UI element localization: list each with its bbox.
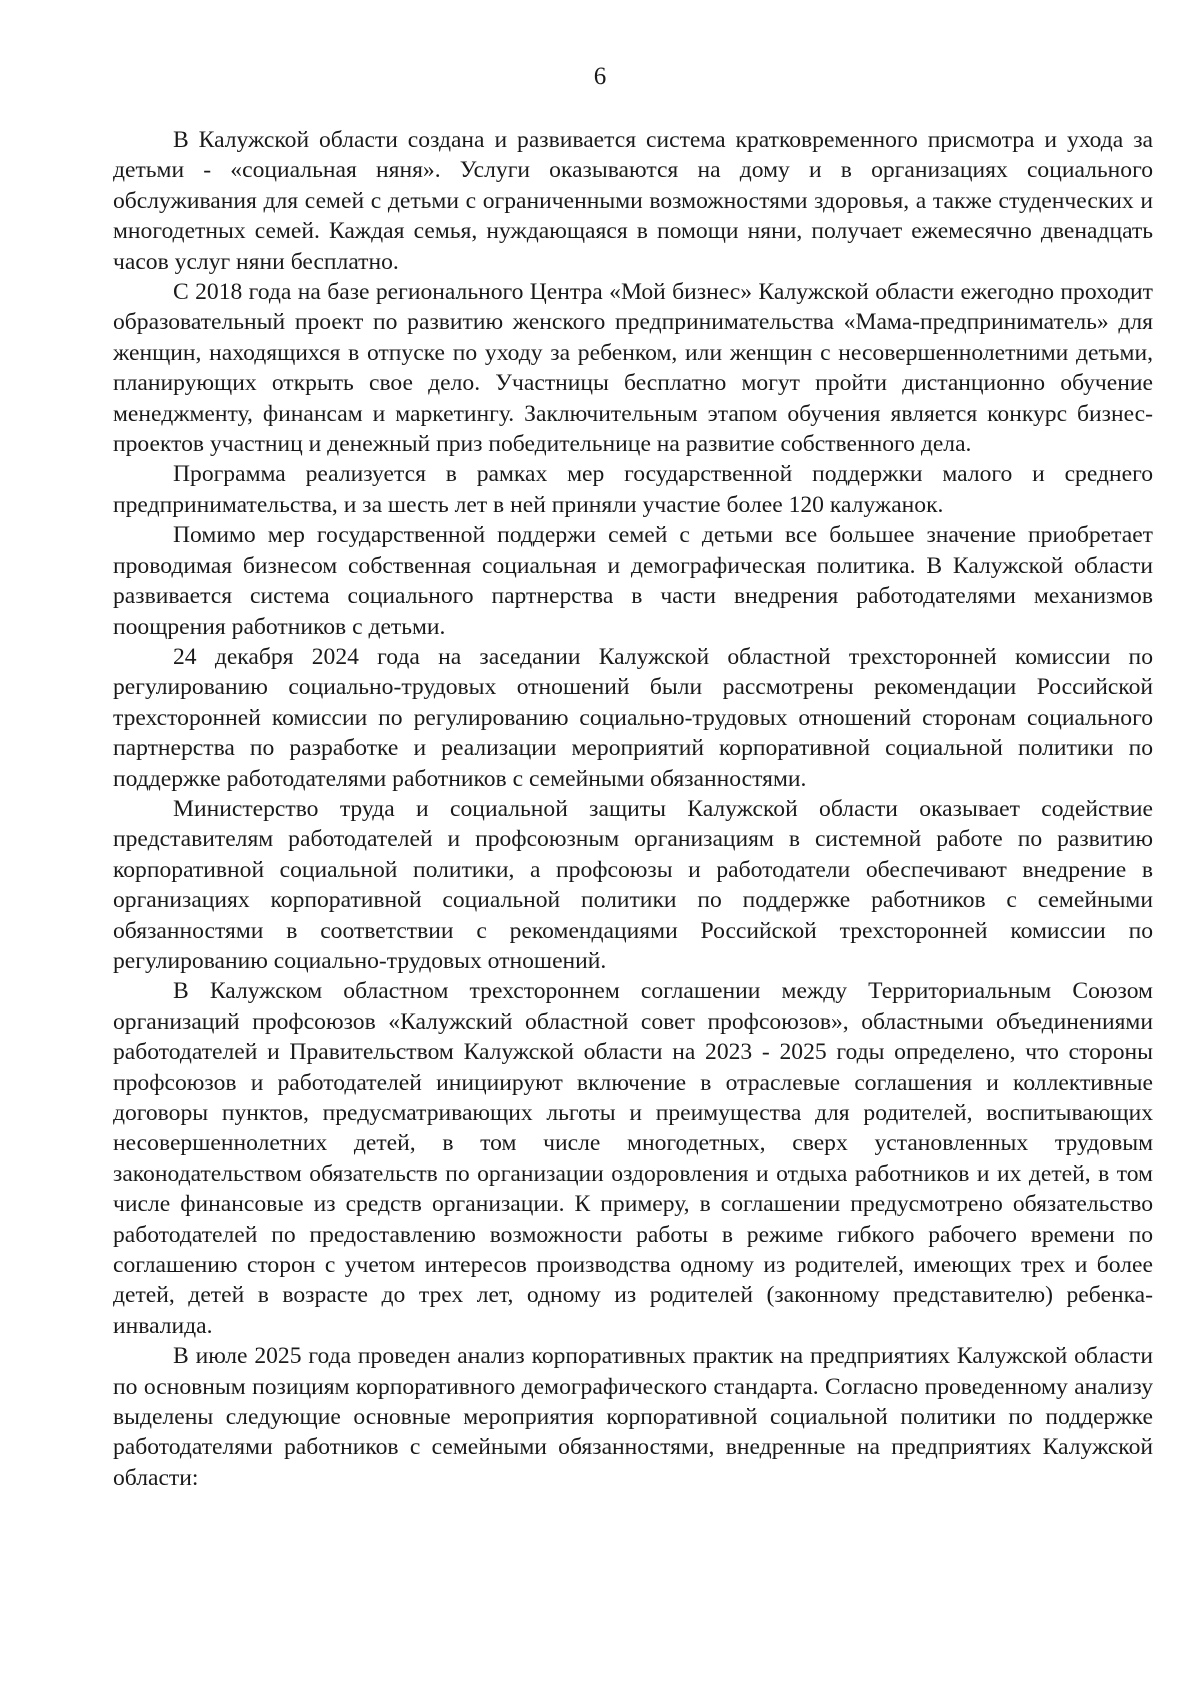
document-body (113, 125, 1153, 1493)
paragraph-ministry-support: Министерство труда и социальной защиты Калужской области оказывает содействие представителям работодателей и профсоюзным организациям в системной работе по развитию корпоративной социальной политики, а профсоюзы и работодатели обеспечивают внедрение в организациях корпоративной социальной политики по поддержке работников с семейными обязанностями в соответствии с рекомендациями Российской трехсторонней комиссии по регулированию социально-трудовых отношений. (113, 795, 1153, 974)
paragraph-social-nanny: В Калужской области создана и развивается система кратковременного присмотра и ухода за детьми - «социальная няня». Услуги оказываются на дому и в организациях социального обслуживания для семей с детьми с ограниченными возможностями здоровья, а также студенческих и многодетных семей. Каждая семья, нуждающаяся в помощи няни, получает ежемесячно двенадцать часов услуг няни бесплатно. (113, 127, 1153, 275)
paragraph-business-policy: Помимо мер государственной поддержи семей с детьми все большее значение приобретает проводимая бизнесом собственная социальная и демографическая политика. В Калужской области развивается система социального партнерства в части внедрения работодателями механизмов поощрения работников с детьми. (113, 522, 1153, 640)
page-number: 6 (593, 63, 607, 90)
paragraph-tripartite-agreement: В Калужском областном трехстороннем соглашении между Территориальным Союзом организаций профсоюзов «Калужский областной совет профсоюзов», областными объединениями работодателей и Правительством Калужской области на 2023 - 2025 годы определено, что стороны профсоюзов и работодателей инициируют включение в отраслевые соглашения и коллективные договоры пунктов, предусматривающих льготы и преимущества для родителей, воспитывающих несовершеннолетних детей, в том числе многодетных, сверх установленных трудовым законодательством обязательств по организации оздоровления и отдыха работников и их детей, в том числе финансовые из средств организации. К примеру, в соглашении предусмотрено обязательство работодателей по предоставлению возможности работы в режиме гибкого рабочего времени по соглашению сторон с учетом интересов производства одному из родителей, имеющих трех и более детей, детей в возрасте до трех лет, одному из родителей (законному представителю) ребенка-инвалида. (113, 978, 1153, 1339)
paragraph-commission-meeting: 24 декабря 2024 года на заседании Калужской областной трехсторонней комиссии по регулированию социально-трудовых отношений были рассмотрены рекомендации Российской трехсторонней комиссии по регулированию социально-трудовых отношений сторонам социального партнерства по разработке и реализации мероприятий корпоративной социальной политики по поддержке работодателями работников с семейными обязанностями. (113, 643, 1153, 792)
paragraph-program-participants: Программа реализуется в рамках мер государственной поддержки малого и среднего предпринимательства, и за шесть лет в ней приняли участие более 120 калужанок. (113, 461, 1153, 518)
paragraph-corporate-analysis: В июле 2025 года проведен анализ корпоративных практик на предприятиях Калужской области по основным позициям корпоративного демографического стандарта. Согласно проведенному анализу выделены следующие основные мероприятия корпоративной социальной политики по поддержке работодателями работников с семейными обязанностями, внедренные на предприятиях Калужской области: (113, 1343, 1153, 1491)
paragraph-mama-entrepreneur: С 2018 года на базе регионального Центра «Мой бизнес» Калужской области ежегодно проходит образовательный проект по развитию женского предпринимательства «Мама-предприниматель» для женщин, находящихся в отпуске по уходу за ребенком, или женщин с несовершеннолетними детьми, планирующих открыть свое дело. Участницы бесплатно могут пройти дистанционно обучение менеджменту, финансам и маркетингу. Заключительным этапом обучения является конкурс бизнес-проектов участниц и денежный приз победительнице на развитие собственного дела. (113, 279, 1153, 458)
